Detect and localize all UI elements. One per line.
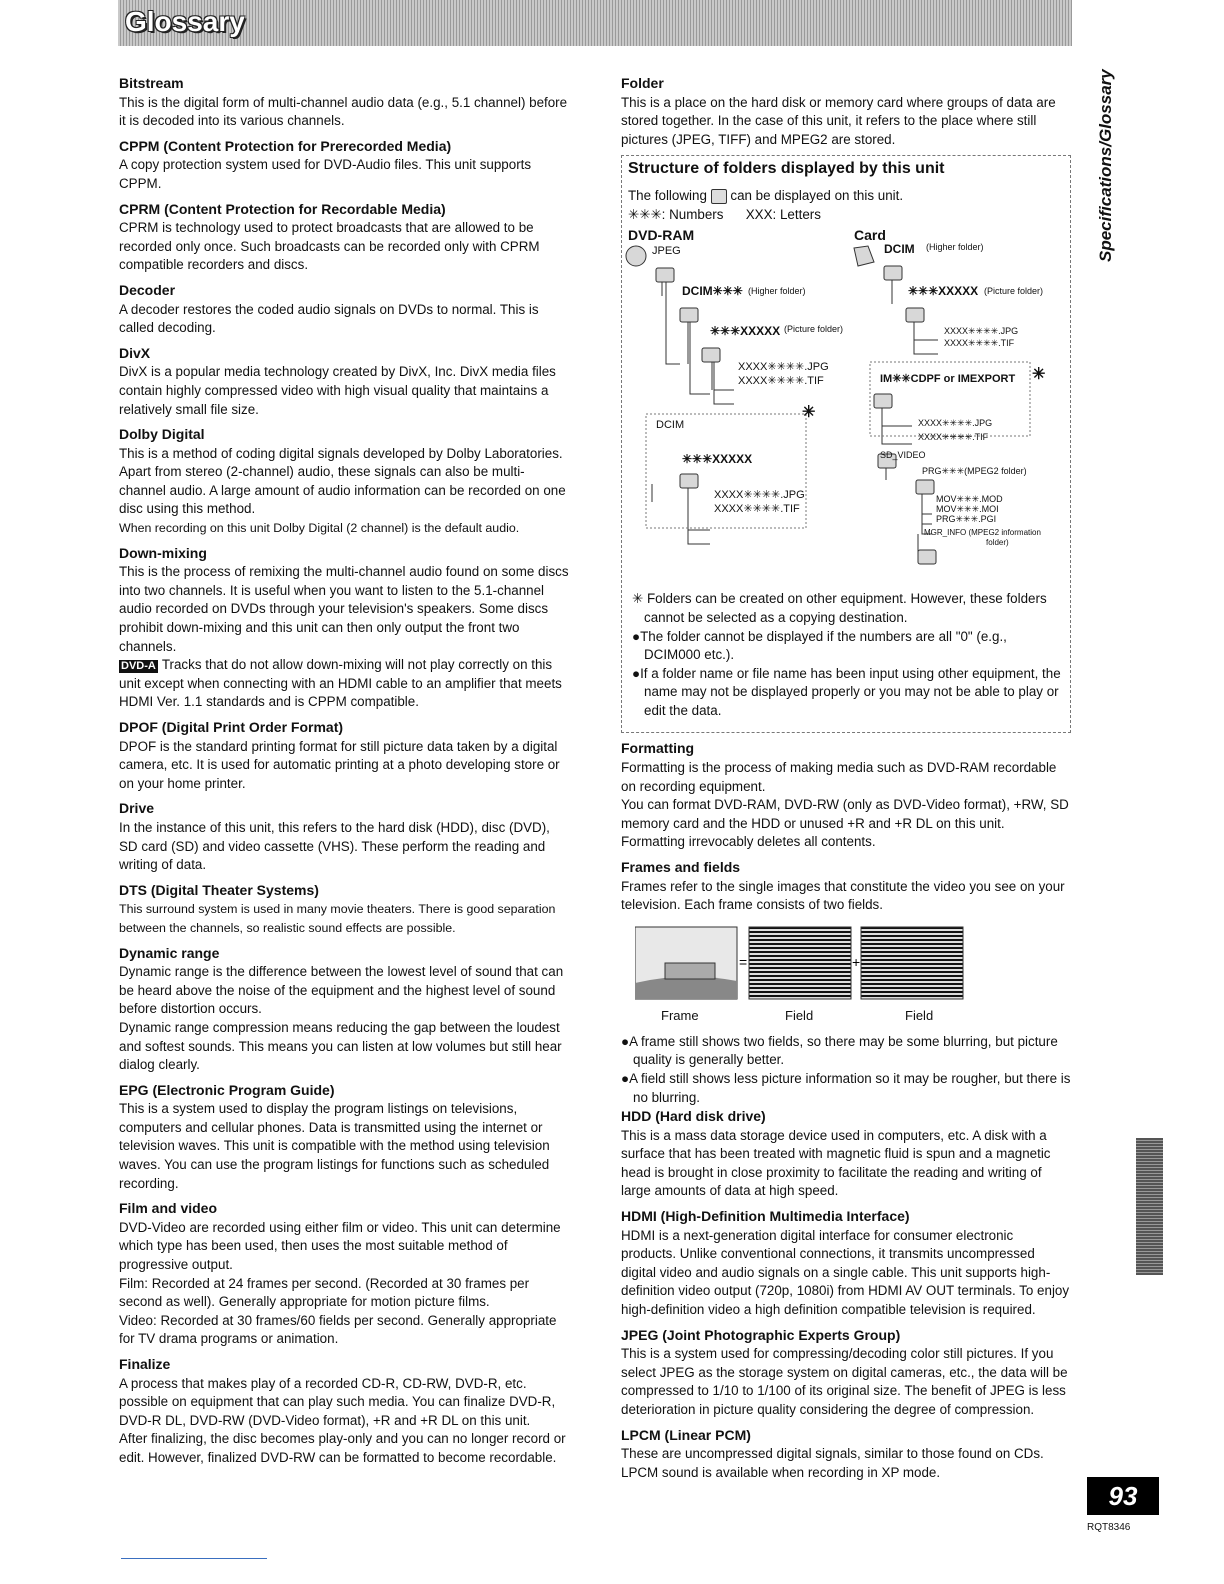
definition-paragraph: In the instance of this unit, this refers to the hard disk (HDD), disc (DVD), SD card (SD) and video cassette (VHS). These perform the reading and writing of data. [119,819,550,873]
frame-images [635,923,975,1007]
definition-paragraph: Dynamic range is the difference between the lowest level of sound that can be heard above the noise of the equipment and the highest level of sound before distortion occurs. [119,964,564,1017]
definition-paragraph: A decoder restores the coded audio signals on DVDs to normal. This is called decoding. [119,301,539,336]
label-sdvideo: SD_VIDEO [880,450,926,461]
side-tab [1096,69,1126,262]
glossary-definition [119,219,569,275]
left-column [119,74,569,1468]
glossary-definition [621,759,1071,852]
caption-frame: Frame [661,1007,699,1023]
glossary-term: Drive [119,800,155,817]
structure-notes [628,590,1064,720]
glossary-term: HDD (Hard disk drive) [621,1108,766,1125]
folder-icon [884,266,902,280]
glossary-term: CPPM (Content Protection for Prerecorded Media) [119,137,452,154]
definition-paragraph: Formatting is the process of making media such as DVD-RAM recordable on recording equipment. [621,759,1057,794]
label-file: XXXX✳✳✳✳.JPG [918,418,993,429]
glossary-term: DivX [119,344,151,361]
glossary-definition [621,1227,1071,1320]
glossary-definition [119,445,569,538]
label-file: XXXX✳✳✳✳.JPG [714,489,805,502]
glossary-term: Bitstream [119,75,184,91]
folder-icon [906,308,924,322]
definition-paragraph: When recording on this unit Dolby Digital (2 channel) is the default audio. [119,521,520,536]
glossary-definition [119,563,569,712]
glossary-definition [119,738,569,794]
badge-text: Tracks that do not allow down-mixing will not play correctly on this unit except when connecting with an HDMI cable to an amplifier that meets HDMI Ver. 1.1 standards and is CPPM compatible. [119,657,562,710]
definition-paragraph: DivX is a popular media technology created by DivX, Inc. DivX media files contain highly compressed video with high visual quality that maintains a relatively small file size. [119,364,556,417]
glossary-definition [119,94,569,131]
glossary-term: LPCM (Linear PCM) [621,1426,751,1443]
label-jpeg: JPEG [652,245,681,258]
folder-tree-diagram [622,228,1062,598]
label-file: PRG✳✳✳.PGI [936,514,997,525]
label-dcim: DCIM [884,242,915,257]
definition-paragraph: This is a system used for compressing/decoding color still pictures. If you select JPEG as the storage system on digital cameras, etc., the data will be compressed to 1/10 to 1/100 of its original size. The benefit of JPEG is less deterioration in picture quality considering the degree of compression. [621,1346,1068,1417]
definition-paragraph: Dynamic range compression means reducing the gap between the loudest and softest sounds. This means you can listen at low volumes but still hear dialog clearly. [119,1019,562,1073]
dvdram-heading: DVD-RAM [628,227,695,244]
note: ●The folder cannot be displayed if the numbers are all "0" (e.g., DCIM000 etc.). [632,628,1007,663]
glossary-term: JPEG (Joint Photographic Experts Group) [621,1326,901,1343]
label-mgr-info: folder) [986,538,1009,548]
glossary-definition [621,1345,1071,1419]
glossary-definition [621,1127,1071,1201]
glossary-definition [621,878,1071,915]
folder-icon [656,268,674,282]
equals-sign: = [739,953,748,970]
label-higher-folder: (Higher folder) [926,242,984,253]
label-dcim: DCIM✳✳✳ [682,284,743,299]
label-mgr-info: MGR_INFO (MPEG2 information [924,528,1041,538]
label-star: ✳ [802,404,816,422]
label-file: XXXX✳✳✳✳.TIF [944,338,1015,349]
label-file: XXXX✳✳✳✳.JPG [738,361,829,374]
definition-paragraph: CPRM is technology used to protect broadcasts that are allowed to be recorded only once. Such broadcasts can be recorded only with CPRM compatible recorders and discs. [119,220,540,273]
definition-paragraph: Frames refer to the single images that constitute the video you see on your television. Each frame consists of two fields. [621,878,1065,913]
glossary-term: Dolby Digital [119,426,205,443]
plus-sign: + [852,953,861,970]
folder-structure-box [621,155,1071,733]
label-file: MOV✳✳✳.MOI [936,504,999,515]
definition-paragraph: HDMI is a next-generation digital interface for consumer electronic products. Unlike conventional connections, it transmits uncompressed digital video and audio signals on a single cable. This unit supports high-definition video output (720p, 1080i) from HDMI AV OUT terminals. To enjoy high-definition video a high definition compatible television is required. [621,1227,1070,1318]
glossary-definition [119,363,569,419]
label-file: MOV✳✳✳.MOD [936,494,1003,505]
card-icon [854,246,874,266]
note: ●If a folder name or file name has been input using other equipment, the name may not be displayed properly or you may not be able to play or edit the data. [632,665,1061,718]
glossary-term: Frames and fields [621,858,741,875]
definition-paragraph: A copy protection system used for DVD-Audio files. This unit supports CPPM. [119,157,532,191]
definition: This is a place on the hard disk or memory card where groups of data are stored together. In the case of this unit, it refers to the place where still pictures (JPEG, TIFF) and MPEG2 are stored. [621,94,1056,147]
glossary-definition [119,301,569,338]
glossary-term: Down-mixing [119,544,207,561]
definition-paragraph: Film: Recorded at 24 frames per second. (Recorded at 30 frames per second as well). Generally appropriate for motion picture films. [119,1275,530,1310]
folder-icon [874,394,892,408]
card-heading: Card [854,227,886,244]
header-banner [118,0,1072,46]
page-title: Glossary [125,6,245,37]
folder-icon [918,550,936,564]
glossary-term: Formatting [621,740,695,757]
caption-field: Field [785,1007,814,1023]
note: ●A frame still shows two fields, so there may be some blurring, but picture quality is generally better. [621,1033,1058,1068]
glossary-term: CPRM (Content Protection for Recordable Media) [119,200,446,217]
glossary-term: Film and video [119,1200,218,1217]
definition-paragraph: DVD-Video are recorded using either film or video. This unit can determine which type has been used, then uses the most suitable method of progressive output. [119,1219,561,1273]
definition-paragraph: This is the digital form of multi-channel audio data (e.g., 5.1 channel) before it is decoded into its various channels. [119,94,568,129]
term-folder: Folder [621,75,664,91]
glossary-term: DPOF (Digital Print Order Format) [119,719,344,735]
definition-paragraph: This is a method of coding digital signals developed by Dolby Laboratories. Apart from stereo (2-channel) audio, these signals can also be multi-channel audio. A large amount of audio information can be recorded on one disc using this method. [119,445,566,517]
section-marker [1136,1138,1163,1275]
label-higher-folder: (Higher folder) [748,286,806,297]
definition-paragraph: After finalizing, the disc becomes play-only and you can no longer record or edit. However, finalized DVD-RW can be formatted to become recordable. [119,1431,566,1465]
label-picture-folder-note: (Picture folder) [984,286,1044,297]
label-picture-folder-note: (Picture folder) [784,324,844,335]
definition-paragraph: You can format DVD-RAM, DVD-RW (only as DVD-Video format), +RW, SD memory card and the HDD or unused +R and +R DL on this unit. Formatting irrevocably deletes all contents. [621,797,1069,850]
label-imcdpf: IM✳✳CDPF or IMEXPORT [880,373,1016,386]
definition-paragraph: Video: Recorded at 30 frames/60 fields per second. Generally appropriate for TV drama programs or animation. [119,1312,557,1347]
field-image [749,927,851,999]
side-tab-label: Specifications/Glossary [1096,69,1115,262]
definition-paragraph: This is a mass data storage device used in computers, etc. A disk with a surface that has been treated with magnetic fluid is spun and a magnetic head is brought in close proximity to facilitate the reading and writing of large amounts of data at high speed. [621,1127,1051,1199]
folder-icon [916,480,934,494]
label-file: XXXX✳✳✳✳.TIF [918,432,989,443]
label-file: XXXX✳✳✳✳.TIF [714,503,800,516]
folder-icon [702,348,720,362]
divider [121,1558,267,1559]
frames-illustration [621,921,1071,1023]
glossary-term: Decoder [119,281,176,298]
definition-paragraph: This surround system is used in many movie theaters. There is good separation between the channels, so realistic sound effects are possible. [119,902,556,935]
definition-paragraph: These are uncompressed digital signals, similar to those found on CDs. LPCM sound is available when recording in XP mode. [621,1446,1044,1480]
label-prg-folder: PRG✳✳✳(MPEG2 folder) [922,466,1027,477]
page-number: 93 [1087,1477,1159,1515]
glossary-term: HDMI (High-Definition Multimedia Interface) [621,1208,910,1225]
glossary-term: EPG (Electronic Program Guide) [119,1081,335,1098]
field-image [861,927,963,999]
glossary-definition [119,1100,569,1193]
right-entries-a [621,739,1071,914]
folder-icon [711,189,727,204]
glossary-definition [621,1445,1071,1482]
disc-icon [626,246,646,266]
note: ●A field still shows less picture information so it may be rougher, but there is no blurring. [621,1070,1071,1105]
right-column [621,74,1071,1482]
note: ✳ Folders can be created on other equipment. However, these folders cannot be selected as a copying destination. [632,591,1047,625]
label-picture-folder: ✳✳✳XXXXX [710,324,781,339]
glossary-definition [119,819,569,875]
definition-paragraph [119,656,569,712]
label-star: ✳ [1032,366,1046,384]
label-file: XXXX✳✳✳✳.JPG [944,326,1019,337]
definition-paragraph: A process that makes play of a recorded CD-R, CD-RW, DVD-R, etc. possible on equipment that can play such media. You can finalize DVD-R, DVD-R DL, DVD-RW (DVD-Video format), +R and +R DL on this unit. [119,1375,556,1428]
definition-paragraph: DPOF is the standard printing format for still picture data taken by a digital camera, etc. It is used for automatic printing at a photo developing store or on your home printer. [119,738,560,791]
folder-icon [680,474,698,488]
document-code: RQT8346 [1087,1522,1131,1533]
label-file: XXXX✳✳✳✳.TIF [738,375,824,388]
dvd-a-badge: DVD-A [121,660,156,673]
definition-paragraph: This is a system used to display the program listings on televisions, computers and cellular phones. Data is transmitted using the internet or television waves. This unit is compatible with the method using television waves. You can use the program listings for functions such as scheduled recording. [119,1101,550,1191]
frame-notes [621,1033,1071,1107]
structure-legend: ✳✳✳: Numbers XXX: Letters [628,206,821,222]
label-picture-folder: ✳✳✳XXXXX [908,284,979,299]
glossary-definition [119,900,569,937]
right-entries-b [621,1107,1071,1482]
definition-paragraph: This is the process of remixing the multi-channel audio found on some discs into two channels. It is useful when you want to listen to the 5.1-channel audio recorded on DVDs through your television's speakers. Some discs prohibit down-mixing and this unit can then only output the front two channels. [119,564,569,654]
glossary-definition [119,1219,569,1349]
structure-intro: The following can be displayed on this unit. [628,187,904,203]
label-dcim: DCIM [656,419,685,432]
glossary-term: Dynamic range [119,944,220,961]
label-picture-folder: ✳✳✳XXXXX [682,452,753,467]
glossary-definition [119,1375,569,1468]
glossary-definition [119,963,569,1075]
glossary-definition [119,156,569,193]
caption-field: Field [905,1007,934,1023]
glossary-term: Finalize [119,1356,171,1372]
structure-title: Structure of folders displayed by this unit [628,160,945,178]
folder-icon [680,308,698,322]
glossary-term: DTS (Digital Theater Systems) [119,881,319,898]
